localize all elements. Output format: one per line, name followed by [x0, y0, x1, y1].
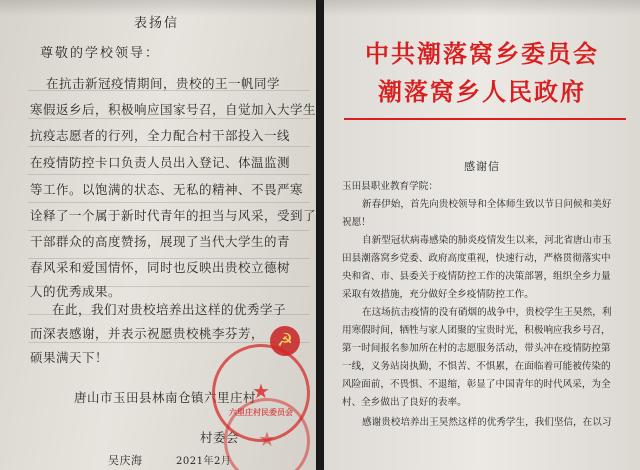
- handwritten-commendation-letter: [0, 0, 316, 470]
- letter-line: 在疫情防控卡口负责人员出入登记、体温监测: [30, 155, 291, 170]
- signature-org: 唐山市玉田县林南仓镇六里庄村: [74, 390, 257, 405]
- printed-thank-you-letter: [324, 0, 640, 470]
- star-icon: ★: [252, 379, 270, 403]
- signature-person: 村委会: [200, 430, 240, 445]
- letter-line: 人的优秀成果。: [30, 284, 122, 299]
- paragraph-line: 自新型冠状病毒感染的肺炎疫情发生以来，河北省唐山市玉: [362, 235, 612, 246]
- letter-salutation: 尊敬的学校领导：: [40, 46, 161, 61]
- letter-line: 在此，我们对贵校培养出这样的优秀学子: [52, 302, 287, 317]
- letter-line: 诠释了一个属于新时代青年的担当与风采，受到了: [30, 208, 316, 223]
- page-shadow: [324, 0, 640, 16]
- paragraph-line: 一线，义务站岗执勤，不惧苦、不惧累，在面临着可能被传染的: [342, 361, 611, 372]
- paragraph-line: 采取有效措施，充分做好全乡疫情防控工作。: [342, 289, 534, 300]
- letter-line: 干部群众的高度赞扬，展现了当代大学生的青: [30, 234, 291, 249]
- paragraph-line: 在这场抗击疫情的没有硝烟的战争中，贵校学生王昊然，利: [362, 307, 612, 318]
- star-icon: ★: [258, 427, 276, 451]
- letter-line: 春风采和爱国情怀，同时也反映出贵校立德树: [30, 260, 291, 275]
- org-heading-government: 潮落窝乡人民政府: [378, 78, 586, 106]
- letter-line: 在抗击新冠疫情期间，贵校的王一帆同学: [46, 76, 281, 91]
- ruled-line: [28, 118, 310, 119]
- party-emblem-icon: ☭: [270, 326, 300, 356]
- letter-line: 而深表感谢，并表示祝愿贵校桃李芬芳，: [30, 326, 265, 341]
- paragraph-line: 风险面前，不畏惧、不退缩，彰显了中国青年的时代风采，为全: [342, 379, 611, 390]
- letter-line: 抗疫志愿者的行列，全力配合村干部投入一线: [30, 128, 291, 143]
- letter-line: 等工作。以饱满的状态、无私的精神、不畏严寒: [30, 182, 304, 197]
- paragraph-line: 第一时间报名参加所在村的志愿服务活动，带头冲在疫情防控第: [342, 343, 611, 354]
- ruled-line: [28, 342, 310, 343]
- paragraph-line: 新春伊始，首先向贵校领导和全体师生致以节日问候和美好: [362, 199, 612, 210]
- ruled-line: [28, 230, 310, 231]
- letter-line: 寒假返乡后，积极响应国家号召，自觉加入大学生: [30, 102, 316, 117]
- paragraph-line: 田县潮落窝乡党委、政府高度重视，快速行动，严格贯彻落实中: [342, 253, 611, 264]
- letter-line: 硕果满天下！: [30, 350, 109, 365]
- addressee: 玉田县职业教育学院：: [342, 181, 438, 192]
- paragraph-line: 央和省、市、县委关于疫情防控工作的决策部署，组织全乡力量: [342, 271, 611, 282]
- red-divider: [344, 118, 626, 120]
- letter-title: 表扬信: [134, 16, 180, 31]
- paragraph-line: 感谢贵校培养出王昊然这样的优秀学生，我们坚信，在以习: [362, 417, 612, 428]
- paragraph-line: 用寒假时间，牺牲与家人团聚的宝贵时光，积极响应我乡号召，: [342, 325, 611, 336]
- ruled-line: [28, 174, 310, 175]
- paragraph-line: 祝愿！: [342, 217, 371, 228]
- ruled-line: [28, 146, 310, 147]
- signature-name: 吴庆海: [108, 454, 143, 467]
- ruled-line: [28, 202, 310, 203]
- paragraph-line: 村、全乡做出了良好的表率。: [342, 397, 467, 408]
- document-title: 感谢信: [464, 160, 500, 173]
- seal-text: 六里庄村民委员会: [229, 407, 293, 417]
- letter-date: 2021年2月: [176, 456, 232, 467]
- org-heading-party-committee: 中共潮落窝乡委员会: [365, 40, 599, 68]
